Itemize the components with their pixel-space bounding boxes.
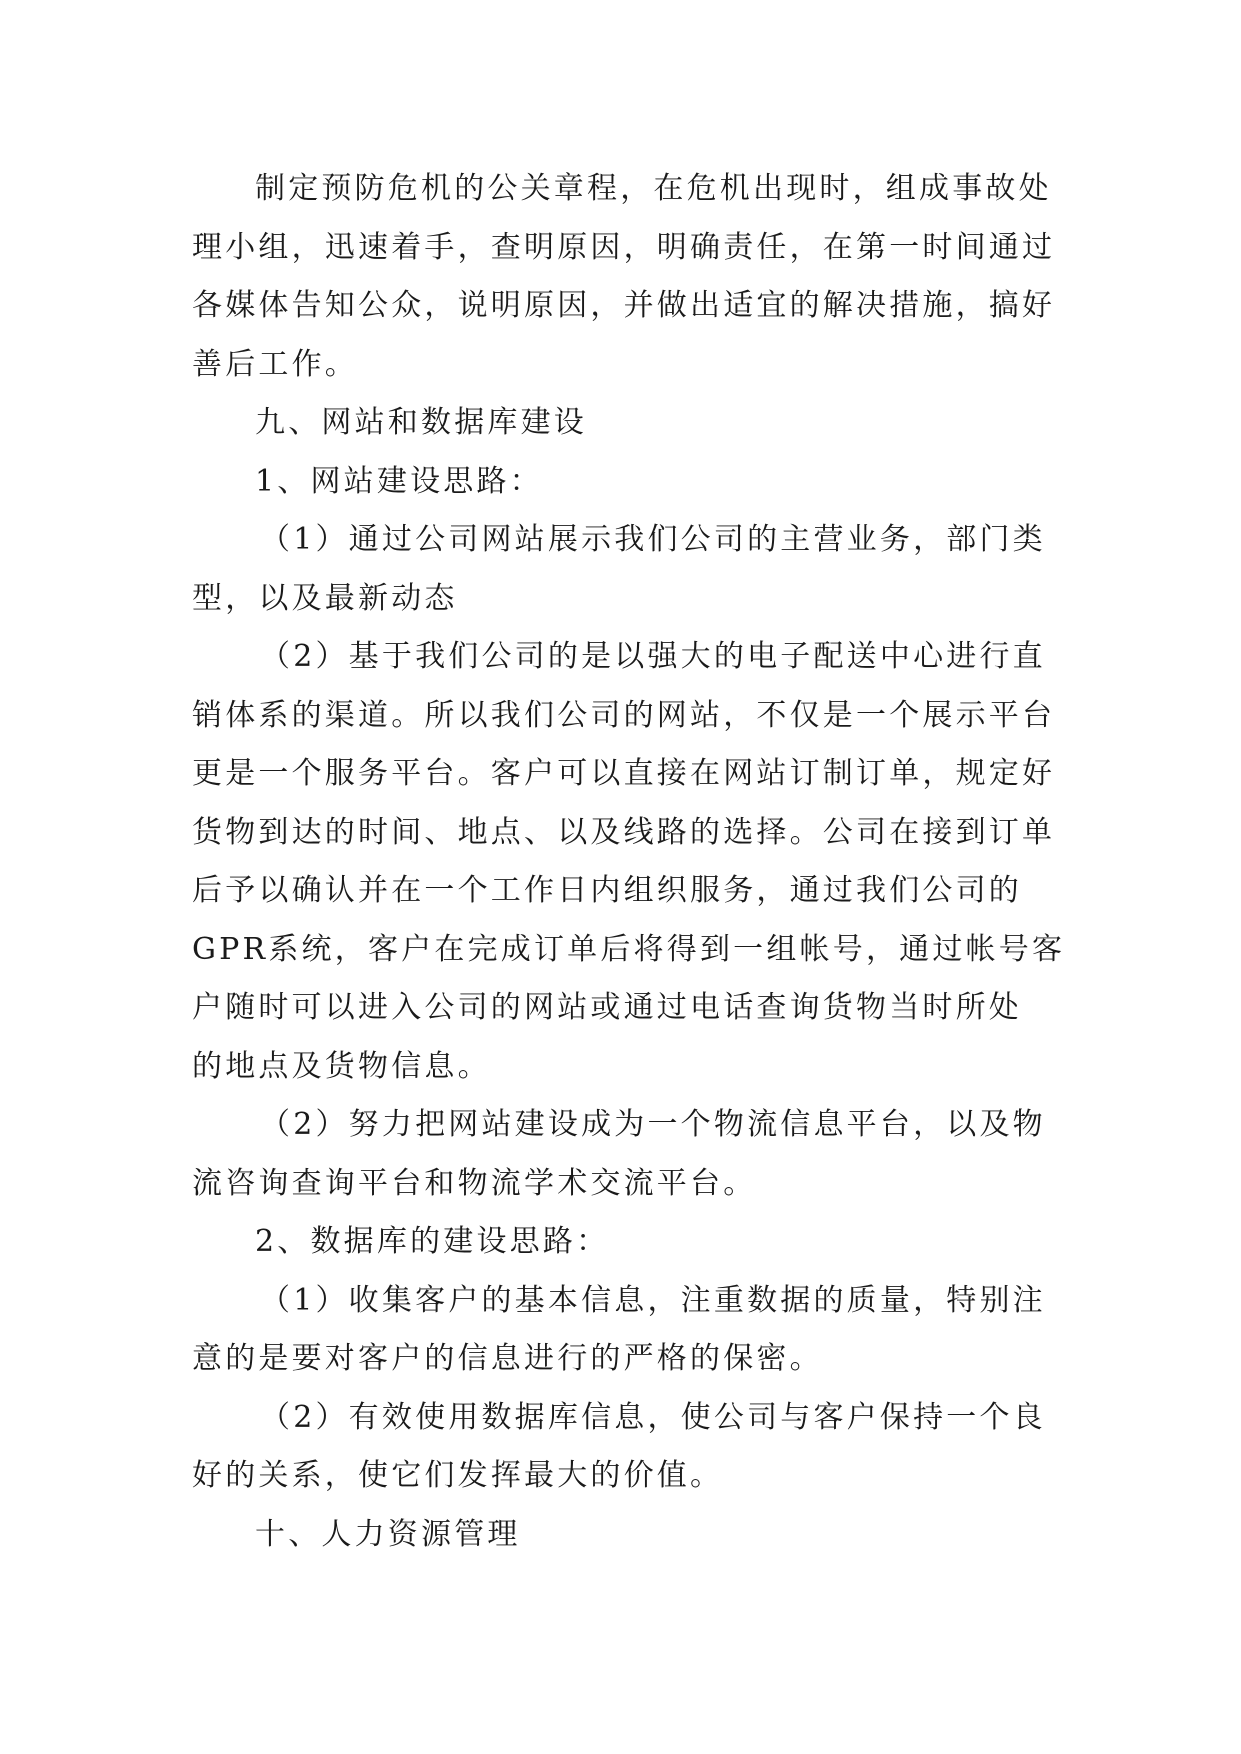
paragraph-line-17: （2）努力把网站建设成为一个物流信息平台，以及物 [260,1107,1046,1142]
paragraph-line-2: 理小组，迅速着手，查明原因，明确责任，在第一时间通过 [192,229,1056,265]
paragraph-line-14: GPR系统，客户在完成订单后将得到一组帐号，通过帐号客 [192,931,1066,967]
subheading-website: 1、网站建设思路： [255,463,543,499]
subheading-database: 2、数据库的建设思路： [255,1224,610,1259]
paragraph-line-22: （2）有效使用数据库信息，使公司与客户保持一个良 [260,1399,1046,1435]
paragraph-line-13: 后予以确认并在一个工作日内组织服务，通过我们公司的 [192,873,1022,908]
paragraph-line-18: 流咨询查询平台和物流学术交流平台。 [192,1165,757,1201]
paragraph-line-1: 制定预防危机的公关章程，在危机出现时，组成事故处 [255,171,1052,206]
paragraph-line-23: 好的关系，使它们发挥最大的价值。 [192,1458,724,1493]
paragraph-line-15: 户随时可以进入公司的网站或通过电话查询货物当时所处 [192,990,1022,1025]
paragraph-line-11: 更是一个服务平台。客户可以直接在网站订制订单，规定好 [192,756,1056,791]
paragraph-line-16: 的地点及货物信息。 [192,1048,491,1084]
paragraph-line-10: 销体系的渠道。所以我们公司的网站，不仅是一个展示平台 [192,697,1056,733]
paragraph-line-7: （1）通过公司网站展示我们公司的主营业务，部门类 [260,522,1046,557]
section-heading-9: 九、网站和数据库建设 [255,405,587,440]
section-heading-10: 十、人力资源管理 [255,1516,521,1552]
paragraph-line-12: 货物到达的时间、地点、以及线路的选择。公司在接到订单 [192,814,1056,850]
paragraph-line-3: 各媒体告知公众，说明原因，并做出适宜的解决措施，搞好 [192,288,1056,323]
paragraph-line-20: （1）收集客户的基本信息，注重数据的质量，特别注 [260,1282,1046,1318]
paragraph-line-9: （2）基于我们公司的是以强大的电子配送中心进行直 [260,639,1046,674]
document-page [192,160,1066,1564]
paragraph-line-21: 意的是要对客户的信息进行的严格的保密。 [192,1341,823,1376]
paragraph-line-4: 善后工作。 [192,346,358,382]
paragraph-line-8: 型，以及最新动态 [192,580,458,616]
